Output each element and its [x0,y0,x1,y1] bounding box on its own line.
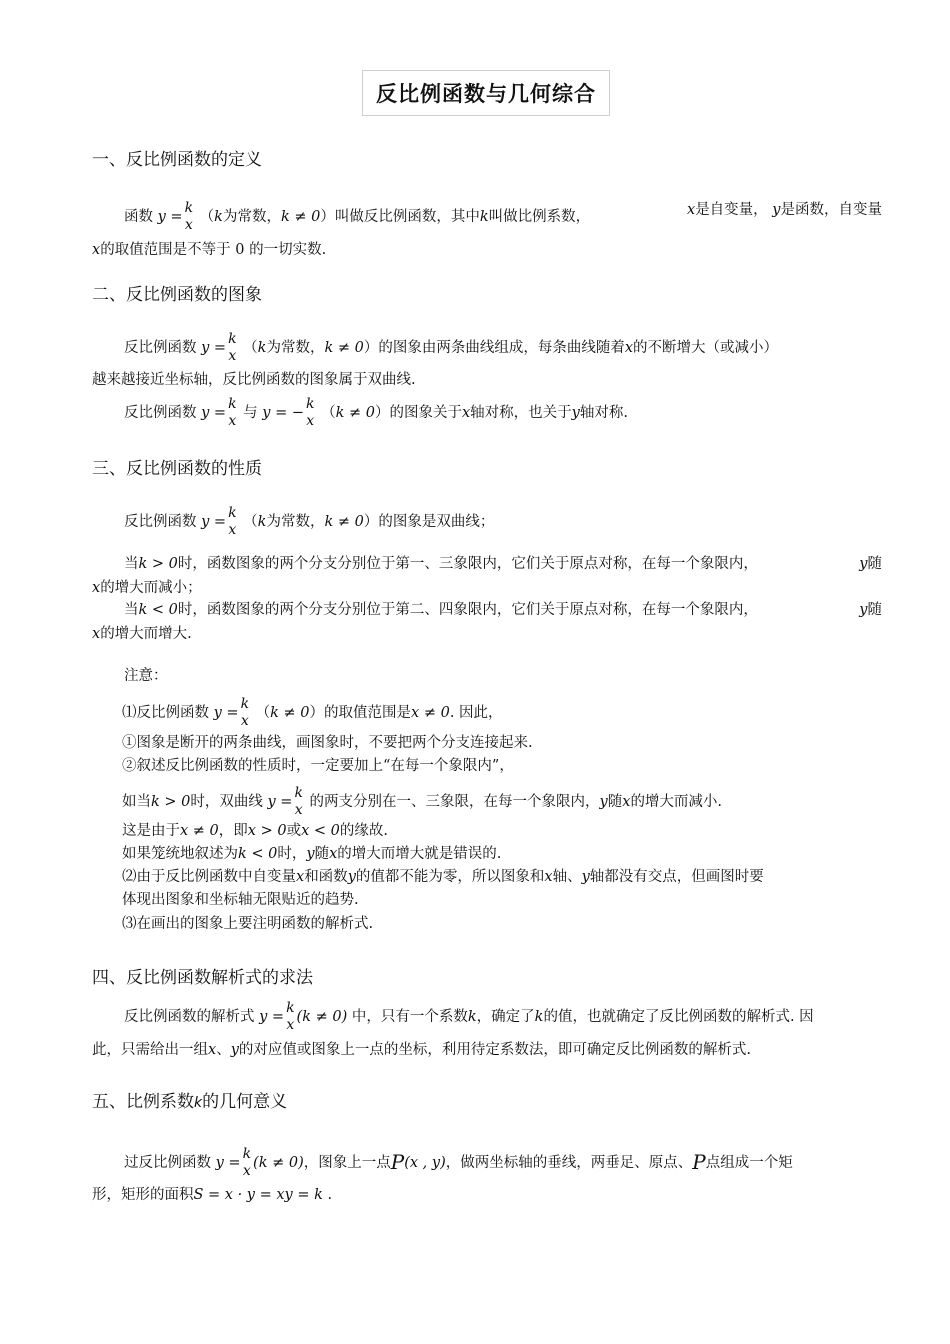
s1-paragraph-line-1: 函数 y = k x （k为常数，k ≠ 0）叫做反比例函数，其中k叫做比例系数， x是自变量， y是函数，自变量 [124,200,882,233]
note-example-line: 如当k > 0时，双曲线 y = k x 的两支分别在一、三象限，在每一个象限内，y随x的增大而减小. [122,785,723,818]
s2-paragraph-line-3: 反比例函数 y = k x 与 y = − k x （k ≠ 0）的图象关于x轴对称，也关于y轴对称. [124,396,628,429]
note-item-3: ⑶在画出的图象上要注明函数的解析式. [122,916,374,932]
note-item-2: ⑵由于反比例函数中自变量x和函数y的值都不能为零，所以图象和x轴、y轴都没有交点，但画图时要 [122,869,764,885]
s2-paragraph-line-1: 反比例函数 y = k x （k为常数，k ≠ 0）的图象由两条曲线组成，每条曲线随着x的不断增大（或减小） [124,331,779,364]
note-item-1: ⑴反比例函数 y = k x （k ≠ 0）的取值范围是x ≠ 0. 因此， [122,696,503,729]
section-1-heading: 一、反比例函数的定义 [92,150,262,170]
s5-paragraph-line-1: 过反比例函数 y = k x (k ≠ 0)，图象上一点P(x , y)，做两坐标轴的垂线，两垂足、原点、P点组成一个矩 [124,1146,793,1179]
note-item-1b: ②叙述反比例函数的性质时，一定要加上“在每一个象限内”， [122,758,514,774]
s3-paragraph-line-1: 反比例函数 y = k x （k为常数，k ≠ 0）的图象是双曲线； [124,505,495,538]
document-title: 反比例函数与几何综合 [362,70,610,116]
note-item-1a: ①图象是断开的两条曲线，画图象时，不要把两个分支连接起来. [122,735,533,751]
s3-paragraph-line-4: 当k < 0时，函数图象的两个分支分别位于第二、四象限内，它们关于原点对称，在每一个象限内， y随 [124,602,882,618]
s5-paragraph-line-2: 形，矩形的面积S = x · y = xy = k . [92,1187,333,1203]
s4-paragraph-line-1: 反比例函数的解析式 y = k x (k ≠ 0) 中，只有一个系数k，确定了k的值，也就确定了反比例函数的解析式. 因 [124,1000,814,1033]
s3-paragraph-line-3: x的增大而减小； [92,580,202,596]
s2-paragraph-line-2: 越来越接近坐标轴，反比例函数的图象属于双曲线. [92,372,416,388]
s1-paragraph-line-2: x的取值范围是不等于 0 的一切实数. [92,242,327,258]
section-4-heading: 四、反比例函数解析式的求法 [92,968,313,988]
section-5-heading: 五、比例系数k的几何意义 [92,1092,288,1112]
s4-paragraph-line-2: 此，只需给出一组x、y的对应值或图象上一点的坐标，利用待定系数法，即可确定反比例函数的解析式. [92,1042,751,1058]
note-item-2-cont: 体现出图象和坐标轴无限贴近的趋势. [122,892,359,908]
s3-paragraph-line-5: x的增大而增大. [92,626,192,642]
s3-paragraph-line-2: 当k > 0时，函数图象的两个分支分别位于第一、三象限内，它们关于原点对称，在每一个象限内， y随 [124,556,882,572]
note-reason-line: 这是由于x ≠ 0，即x > 0或x < 0的缘故. [122,823,388,839]
note-label: 注意： [124,668,168,684]
note-error-line: 如果笼统地叙述为k < 0时，y随x的增大而增大就是错误的. [122,846,502,862]
fraction-k-over-x: k x [184,200,194,233]
section-2-heading: 二、反比例函数的图象 [92,285,262,305]
section-3-heading: 三、反比例函数的性质 [92,459,262,479]
